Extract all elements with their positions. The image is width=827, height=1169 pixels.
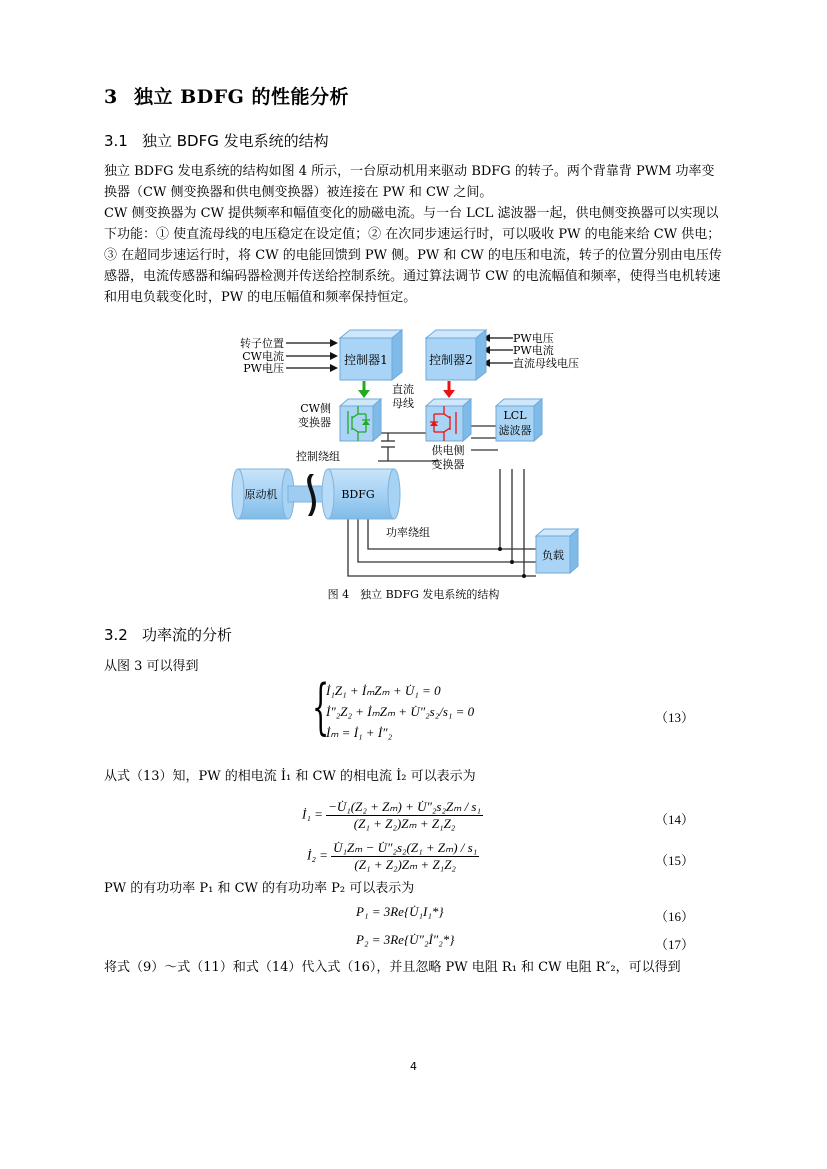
cw-converter-label-2: 变换器 <box>298 416 331 429</box>
eq15-lhs: İ₂ = <box>307 847 328 863</box>
text-currents: 从式（13）知，PW 的相电流 İ₁ 和 CW 的相电流 İ₂ 可以表示为 <box>104 769 476 784</box>
dc-bus-label-2: 母线 <box>392 397 414 410</box>
eq13-line2: İ″₂Z₂ + İₘZₘ + U̇″₂s₂/s₁ = 0 <box>326 704 475 719</box>
input-label-pw-voltage-2: PW电压 <box>513 332 554 345</box>
subsection-heading-3-1 <box>104 130 329 151</box>
figure-caption: 图 4 独立 BDFG 发电系统的结构 <box>327 588 500 601</box>
cw-converter-block <box>340 399 381 441</box>
text-last: 将式（9）～式（11）和式（14）代入式（16），并且忽略 PW 电阻 R₁ 和 CW 电阻 R″₂，可以得到 <box>104 960 681 975</box>
input-label-dc-bus-voltage: 直流母线电压 <box>513 357 579 370</box>
controller-1-block <box>340 330 402 380</box>
paragraph: 独立 BDFG 发电系统的结构如图 4 所示，一台原动机用来驱动 BDFG 的转子。两个背靠背 PWM 功率变换器（CW 侧变换器和供电侧变换器）被连接在 PW 和 CW 之间。 <box>104 164 715 200</box>
bdfg-machine <box>322 469 400 519</box>
controller-2-block <box>426 330 486 380</box>
lcl-filter-label-1: LCL <box>503 409 527 422</box>
eq14-denominator: (Z₁ + Z₂)Zₘ + Z₁Z₂ <box>353 816 456 831</box>
input-label-rotor-position: 转子位置 <box>240 337 284 350</box>
paragraph: CW 侧变换器为 CW 提供频率和幅值变化的励磁电流。与一台 LCL 滤波器一起，供电侧变换器可以实现以下功能：① 使直流母线的电压稳定在设定值；② 在次同步速运行时，可以吸收 PW 的电能来给 CW 供电；③ 在超同步速运行时，将 CW 的电能回馈到 PW 侧。PW 和 CW 的电压和电流，转子的位置分别由电压传感器，电流传感器和编码器检测并传送给控制系统。通过算法调节 CW 的电流幅值和频率，使得当电机转速和用电负载变化时，PW 的电压幅值和频率保持恒定。 <box>104 206 722 305</box>
lcl-filter-block <box>496 399 542 441</box>
power-winding-label: 功率绕组 <box>386 526 430 539</box>
text-from-fig3: 从图 3 可以得到 <box>104 659 199 674</box>
bdfg-label: BDFG <box>341 488 375 501</box>
brace-icon: { <box>312 672 330 742</box>
equation-16: P₁ = 3Re{U̇₁I₁*} <box>356 904 444 919</box>
section-heading <box>104 82 349 109</box>
control-winding-label: 控制绕组 <box>296 450 340 463</box>
eq14-number: （14） <box>655 812 695 827</box>
eq14-lhs: İ₁ = <box>302 806 323 822</box>
equation-14 <box>302 799 483 832</box>
equation-17: P₂ = 3Re{U̇″₂İ″₂*} <box>356 932 455 947</box>
input-arrows-2 <box>486 338 513 363</box>
subsection-title: 独立 BDFG 发电系统的结构 <box>142 132 329 150</box>
input-label-pw-voltage: PW电压 <box>243 362 284 375</box>
equation-13 <box>326 680 474 743</box>
system-diagram <box>228 326 598 581</box>
section-number: 3 <box>104 86 118 108</box>
lcl-filter-label-2: 滤波器 <box>498 424 532 437</box>
eq13-number: （13） <box>655 710 695 725</box>
grid-converter-label-1: 供电侧 <box>431 444 465 457</box>
prime-mover <box>232 469 294 519</box>
load-block <box>536 529 578 573</box>
dc-bus-label-1: 直流 <box>392 383 414 396</box>
grid-converter-block <box>426 399 471 441</box>
eq13-line3: İₘ = İ₁ + İ″₂ <box>326 725 393 740</box>
input-arrows-1 <box>286 343 334 368</box>
subsection-number: 3.2 <box>104 626 128 644</box>
grid-converter-label-2: 变换器 <box>431 458 465 471</box>
subsection-title: 功率流的分析 <box>142 626 233 644</box>
eq15-numerator: U̇₁Zₘ − U̇″₂s₂(Z₁ + Zₘ) / s₁ <box>333 840 478 855</box>
eq15-number: （15） <box>655 853 695 868</box>
equation-15 <box>307 840 479 873</box>
eq13-line1: İ₁Z₁ + İₘZₘ + U̇₁ = 0 <box>326 683 441 698</box>
controller-2-label: 控制器2 <box>429 353 473 367</box>
subsection-number: 3.1 <box>104 132 128 150</box>
eq17-number: （17） <box>655 937 695 952</box>
controller-1-label: 控制器1 <box>344 353 388 367</box>
subsection-heading-3-2 <box>104 624 232 645</box>
input-label-cw-current: CW电流 <box>242 350 284 363</box>
prime-mover-label: 原动机 <box>244 488 278 501</box>
cw-converter-label-1: CW侧 <box>300 402 331 415</box>
input-label-pw-current: PW电流 <box>513 344 554 357</box>
eq15-denominator: (Z₁ + Z₂)Zₘ + Z₁Z₂ <box>354 857 456 872</box>
section-title: 独立 BDFG 的性能分析 <box>134 86 349 108</box>
body-text-1 <box>104 161 724 308</box>
page-number: 4 <box>410 1060 417 1073</box>
load-label: 负载 <box>542 549 564 562</box>
eq16-number: （16） <box>655 909 695 924</box>
text-power: PW 的有功功率 P₁ 和 CW 的有功功率 P₂ 可以表示为 <box>104 881 415 896</box>
eq14-numerator: −U̇₁(Z₂ + Zₘ) + U̇″₂s₂Zₘ / s₁ <box>328 799 482 814</box>
